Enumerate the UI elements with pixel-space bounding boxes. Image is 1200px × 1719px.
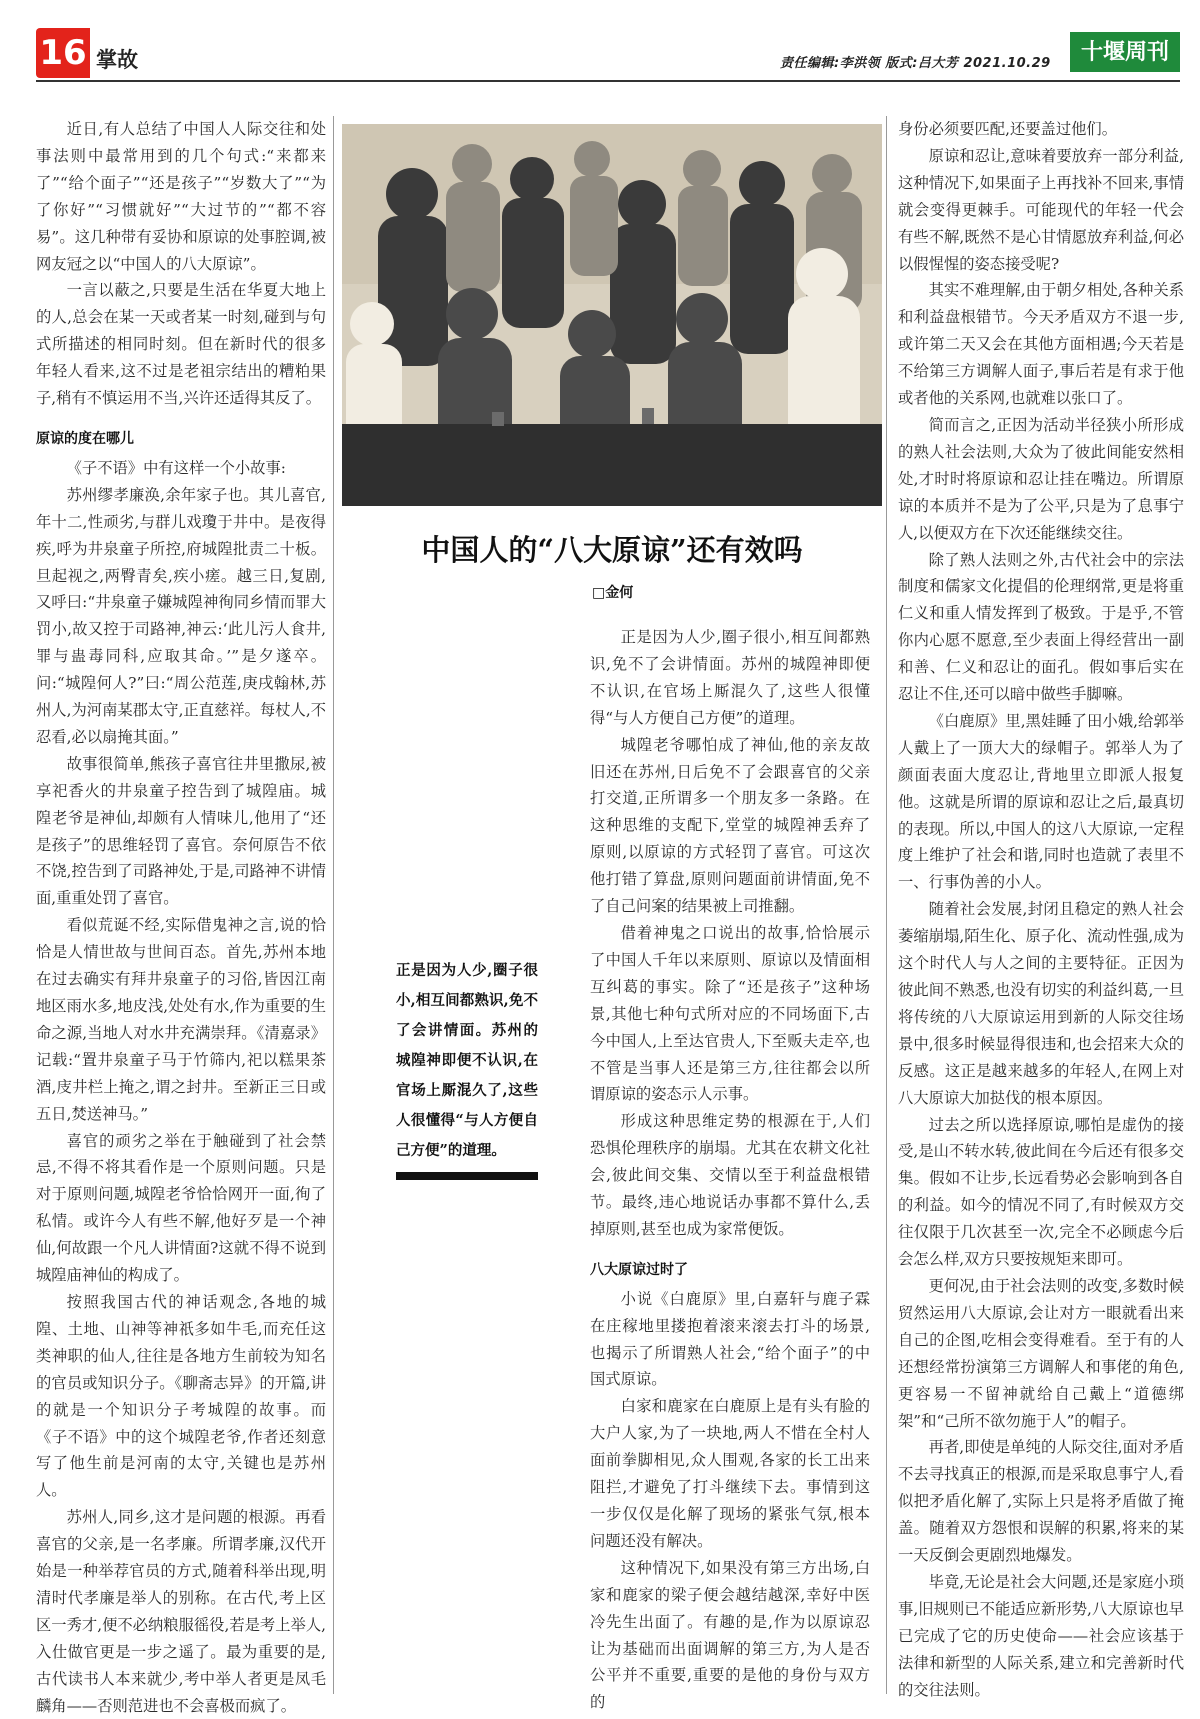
newspaper-logo: 十堰周刊: [1070, 32, 1180, 72]
pull-quote-bar: [396, 1172, 538, 1180]
article-column-1: [36, 116, 326, 1719]
article-illustration: [342, 124, 882, 506]
page-header: [0, 0, 1200, 80]
paragraph: 随着社会发展,封闭且稳定的熟人社会萎缩崩塌,陌生化、原子化、流动性强,成为这个时代人与人之间的主要特征。正因为彼此间不熟悉,也没有切实的利益纠葛,一旦将传统的八大原谅运用到新的人际交往场景中,很多时候显得很违和,也会招来大众的反感。这正是越来越多的年轻人,在网上对八大原谅大加挞伐的根本原因。: [898, 900, 1184, 1107]
article-author: □金何: [592, 585, 634, 601]
paragraph: 苏州缪孝廉涣,余年家子也。其儿喜官,年十二,性顽劣,与群儿戏瓊于井中。是夜得疾,呼为井泉童子所控,府城隍批责二十板。旦起视之,两臀青矣,疾小瘥。越三日,复剧,又呼曰:“井泉童子嫌城隍神徇同乡情而罪大罚小,故又控于司路神,神云:‘此儿污人食井,罪与蛊毒同科,应取其命。’”是夕遂卒。问:“城隍何人?”曰:“周公范莲,庚戌翰林,苏州人,为河南某郡太守,正直慈祥。每杖人,不忍看,必以扇掩其面。”: [36, 485, 326, 746]
subheading: 原谅的度在哪儿: [36, 430, 134, 447]
paragraph: 过去之所以选择原谅,哪怕是虚伪的接受,是山不转水转,彼此间在今后还有很多交集。假如不让步,长远看势必会影响到各自的利益。如今的情况不同了,有时候双方交往仅限于几次甚至一次,完全不必顾虑今后会怎么样,双方只要按规矩来即可。: [898, 1115, 1184, 1269]
paragraph: 看似荒诞不经,实际借鬼神之言,说的恰恰是人情世故与世间百态。首先,苏州本地在过去确实有拜井泉童子的习俗,皆因江南地区雨水多,地皮浅,处处有水,作为重要的生命之源,当地人对水井充满崇拜。《清嘉录》记载:“置井泉童子马于竹筛内,祀以糕果茶酒,庋井栏上掩之,谓之封井。至新正三日或五日,焚送神马。”: [36, 916, 326, 1123]
article-column-2: [590, 624, 870, 1716]
paragraph: 其实不难理解,由于朝夕相处,各种关系和利益盘根错节。今天矛盾双方不退一步,或许第二天又会在其他方面相遇;今天若是不给第三方调解人面子,事后若是有求于他或者他的关系网,也就难以张口了。: [898, 281, 1184, 408]
pull-quote: 正是因为人少,圈子很小,相互间都熟识,免不了会讲情面。苏州的城隍神即便不认识,在官场上厮混久了,这些人很懂得“与人方便自己方便”的道理。: [396, 962, 538, 1159]
paragraph: 按照我国古代的神话观念,各地的城隍、土地、山神等神祇多如牛毛,而充任这类神职的仙人,往往是各地方生前较为知名的官员或知识分子。《聊斋志异》的开篇,讲的就是一个知识分子考城隍的故事。而《子不语》中的这个城隍老爷,作者还刻意写了他生前是河南的太守,关键也是苏州人。: [36, 1292, 326, 1500]
header-rule: [36, 80, 1180, 82]
paragraph: 近日,有人总结了中国人人际交往和处事法则中最常用到的几个句式:“来都来了”“给个面子”“还是孩子”“岁数大了”“为了你好”“习惯就好”“大过节的”“都不容易”。这几种带有妥协和原谅的处事腔调,被网友冠之以“中国人的八大原谅”。: [36, 120, 326, 273]
paragraph: 小说《白鹿原》里,白嘉轩与鹿子霖在庄稼地里搂抱着滚来滚去打斗的场景,也揭示了所谓熟人社会,“给个面子”的中国式原谅。: [590, 1289, 870, 1389]
paragraph: 借着神鬼之口说出的故事,恰恰展示了中国人千年以来原则、原谅以及情面相互纠葛的事实。除了“还是孩子”这种场景,其他七种句式所对应的不同场面下,古今中国人,上至达官贵人,下至贩夫走卒,也不管是当事人还是第三方,往往都会以所谓原谅的姿态示人示事。: [590, 923, 870, 1104]
article-column-3: [898, 116, 1184, 1703]
section-name: 掌故: [96, 48, 138, 72]
paragraph: 毕竟,无论是社会大问题,还是家庭小琐事,旧规则已不能适应新形势,八大原谅也早已完成了它的历史使命——社会应该基于法律和新型的人际关系,建立和完善新时代的交往法则。: [898, 1572, 1184, 1699]
paragraph: 原谅和忍让,意味着要放弃一部分利益,这种情况下,如果面子上再找补不回来,事情就会变得更棘手。可能现代的年轻一代会有些不解,既然不是心甘情愿放弃利益,何必以假惺惺的姿态接受呢?: [898, 146, 1184, 273]
column-divider: [886, 116, 887, 1694]
paragraph: 故事很简单,熊孩子喜官往井里撒尿,被享祀香火的井泉童子控告到了城隍庙。城隍老爷是神仙,却颇有人情味儿,他用了“还是孩子”的思维轻罚了喜官。奈何原告不依不饶,控告到了司路神处,于是,司路神不讲情面,重重处罚了喜官。: [36, 754, 326, 908]
column-divider: [333, 116, 334, 1694]
paragraph: 这种情况下,如果没有第三方出场,白家和鹿家的梁子便会越结越深,幸好中医冷先生出面了。有趣的是,作为以原谅忍让为基础而出面调解的第三方,为人是否公平并不重要,重要的是他的身份与双方的: [590, 1558, 870, 1712]
paragraph: 一言以蔽之,只要是生活在华夏大地上的人,总会在某一天或者某一时刻,碰到与句式所描述的相同时刻。但在新时代的很多年轻人看来,这不过是老祖宗结出的糟粕果子,稍有不慎运用不当,兴许还适得其反了。: [36, 281, 326, 408]
paragraph: 苏州人,同乡,这才是问题的根源。再看喜官的父亲,是一名孝廉。所谓孝廉,汉代开始是一种举荐官员的方式,随着科举出现,明清时代孝廉是举人的别称。在古代,考上区区一秀才,便不必纳粮服徭役,若是考上举人,入仕做官更是一步之遥了。最为重要的是,古代读书人本来就少,考中举人者更是凤毛麟角——否则范进也不会喜极而疯了。: [36, 1508, 326, 1715]
paragraph: 再者,即使是单纯的人际交往,面对矛盾不去寻找真正的根源,而是采取息事宁人,看似把矛盾化解了,实际上只是将矛盾做了掩盖。随着双方怨恨和误解的积累,将来的某一天反倒会更剧烈地爆发。: [898, 1438, 1184, 1565]
paragraph: 喜官的顽劣之举在于触碰到了社会禁忌,不得不将其看作是一个原则问题。只是对于原则问题,城隍老爷恰恰网开一面,徇了私情。或许今人有些不解,他好歹是一个神仙,何故跟一个凡人讲情面?这就不得不说到城隍庙神仙的构成了。: [36, 1131, 326, 1285]
editor-credits: 责任编辑:李洪领 版式:吕大芳 2021.10.29: [780, 56, 1051, 71]
paragraph: 《子不语》中有这样一个小故事:: [66, 458, 286, 477]
paragraph: 正是因为人少,圈子很小,相互间都熟识,免不了会讲情面。苏州的城隍神即便不认识,在官场上厮混久了,这些人很懂得“与人方便自己方便”的道理。: [590, 628, 870, 727]
article-title: 中国人的“八大原谅”还有效吗: [421, 533, 803, 567]
crowd-silhouette-image: [342, 124, 882, 506]
page-number: 16: [36, 28, 90, 78]
paragraph: 更何况,由于社会法则的改变,多数时候贸然运用八大原谅,会让对方一眼就看出来自己的企图,吃相会变得难看。至于有的人还想经常扮演第三方调解人和事佬的角色,更容易一不留神就给自己戴上“道德绑架”和“己所不欲勿施于人”的帽子。: [898, 1276, 1184, 1430]
paragraph: 简而言之,正因为活动半径狭小所形成的熟人社会法则,大众为了彼此间能安然相处,才时时将原谅和忍让挂在嘴边。所谓原谅的本质并不是为了公平,只是为了息事宁人,以便双方在下次还能继续交往。: [898, 415, 1184, 542]
paragraph: 身份必须要匹配,还要盖过他们。: [898, 120, 1118, 138]
paragraph: 形成这种思维定势的根源在于,人们恐惧伦理秩序的崩塌。尤其在农耕文化社会,彼此间交集、交情以至于利益盘根错节。最终,违心地说话办事都不算什么,丢掉原则,甚至也成为家常便饭。: [590, 1112, 870, 1238]
paragraph: 城隍老爷哪怕成了神仙,他的亲友故旧还在苏州,日后免不了会跟喜官的父亲打交道,正所谓多一个朋友多一条路。在这种思维的支配下,堂堂的城隍神丢弃了原则,以原谅的方式轻罚了喜官。可这次他打错了算盘,原则问题面前讲情面,免不了自己问案的结果被上司推翻。: [590, 735, 870, 916]
paragraph: 《白鹿原》里,黑娃睡了田小娥,给郭举人戴上了一顶大大的绿帽子。郭举人为了颜面表面大度忍让,背地里立即派人报复他。这就是所谓的原谅和忍让之后,最真切的表现。所以,中国人的这八大原谅,一定程度上维护了社会和谐,同时也造就了表里不一、行事伪善的小人。: [898, 711, 1184, 892]
paragraph: 除了熟人法则之外,古代社会中的宗法制度和儒家文化提倡的伦理纲常,更是将重仁义和重人情发挥到了极致。于是乎,不管你内心愿不愿意,至少表面上得经营出一副和善、仁义和忍让的面孔。假如事后实在忍让不住,还可以暗中做些手脚嘛。: [898, 550, 1184, 704]
subheading: 八大原谅过时了: [590, 1261, 688, 1278]
paragraph: 白家和鹿家在白鹿原上是有头有脸的大户人家,为了一块地,两人不惜在全村人面前拳脚相见,众人围观,各家的长工出来阻拦,才避免了打斗继续下去。事情到这一步仅仅是化解了现场的紧张气氛,根本问题还没有解决。: [590, 1397, 870, 1550]
